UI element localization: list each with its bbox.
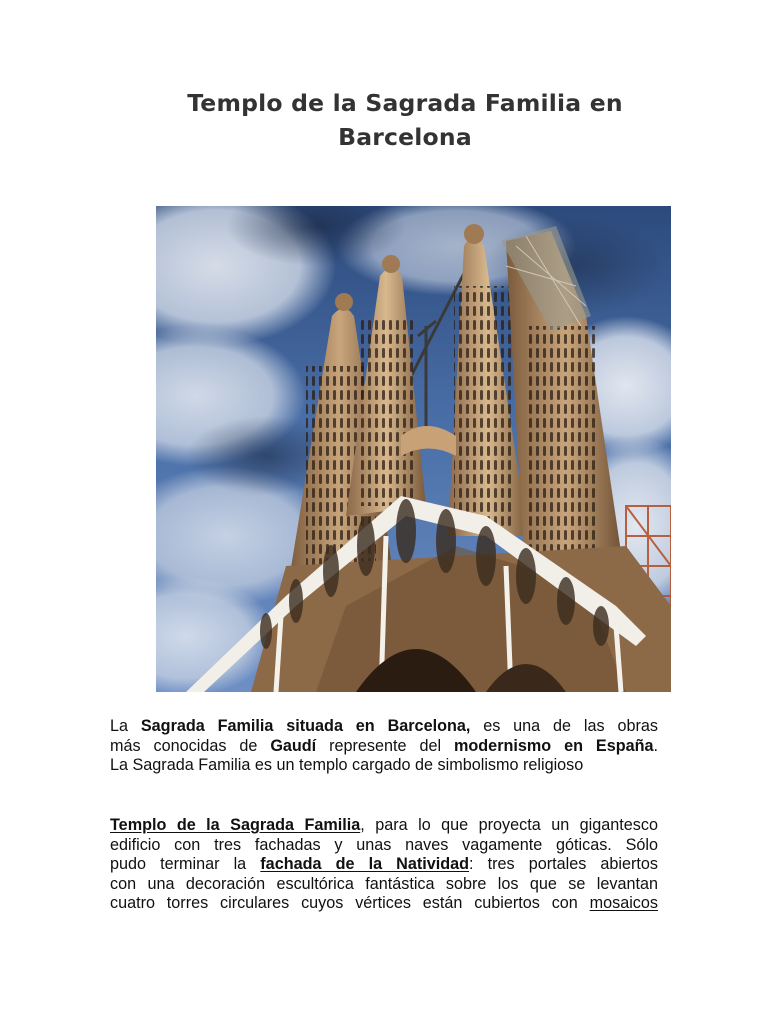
templo-line-5: cuatro torres circulares cuyos vértices están cubiertos con mosaicos [110,894,658,913]
document-title: Templo de la Sagrada Familia en Barcelona [187,89,623,151]
templo-line-2: edificio con tres fachadas y unas naves vagamente góticas. Sólo [110,835,658,854]
mosaicos-link[interactable]: mosaicos [589,894,658,913]
paragraph-templo [110,816,658,914]
intro-line-2: más conocidas de Gaudí represente del modernismo en España. [110,736,659,755]
sagrada-familia-photo [156,206,671,692]
templo-line-1: Templo de la Sagrada Familia, para lo que proyecta un gigantesco [110,816,658,834]
intro-line-3: La Sagrada Familia es un templo cargado de simbolismo religioso [110,756,584,775]
paragraph-intro [110,717,658,776]
templo-link[interactable]: Templo de la Sagrada Familia [110,816,361,834]
intro-line-1: La Sagrada Familia situada en Barcelona, es una de las obras [110,717,658,735]
templo-line-4: con una decoración escultórica fantástica sobre los que se levantan [110,874,658,893]
templo-line-3: pudo terminar la fachada de la Natividad: tres portales abiertos [110,855,658,874]
fachada-natividad-link[interactable]: fachada de la Natividad [260,855,470,874]
